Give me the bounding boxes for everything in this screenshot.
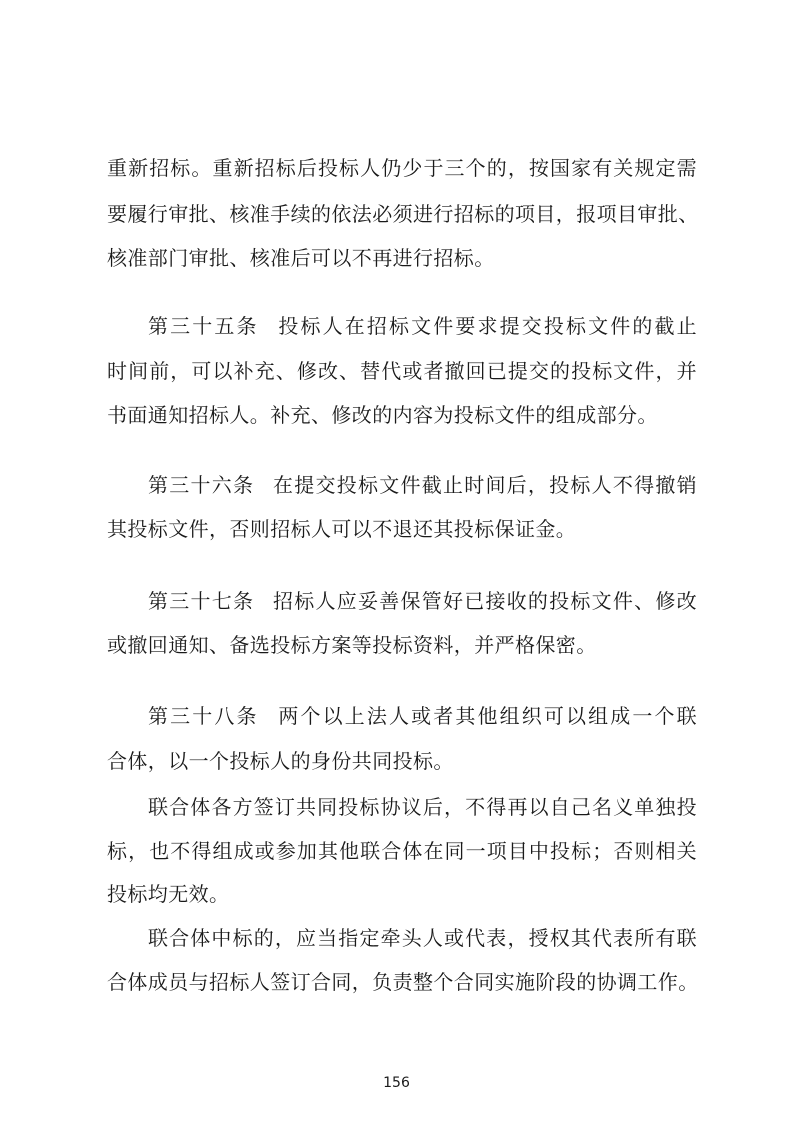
page-number: 156 [383, 1075, 410, 1091]
article-35-line-2: 时间前，可以补充、修改、替代或者撤回已提交的投标文件，并 [107, 359, 697, 383]
article-38-line-5: 投标均无效。 [107, 882, 230, 906]
article-36-number: 第三十六条 [148, 473, 255, 497]
article-35-number: 第三十五条 [148, 314, 259, 338]
article-36-line-2: 其投标文件，否则招标人可以不退还其投标保证金。 [107, 517, 577, 541]
article-37-text: 招标人应妥善保管好已接收的投标文件、修改 [272, 589, 698, 613]
article-37-line-2: 或撤回通知、备选投标方案等投标资料，并严格保密。 [107, 633, 597, 657]
article-36-text: 在提交投标文件截止时间后，投标人不得撤销 [272, 473, 698, 497]
para-continuation-line-1: 重新招标。重新招标后投标人仍少于三个的，按国家有关规定需 [107, 156, 697, 180]
article-35-text: 投标人在招标文件要求提交投标文件的截止 [276, 314, 697, 338]
article-35-line-3: 书面通知招标人。补充、修改的内容为投标文件的组成部分。 [107, 403, 658, 427]
para-continuation-line-3: 核准部门审批、核准后可以不再进行招标。 [107, 246, 495, 270]
article-38-number: 第三十八条 [148, 704, 259, 728]
para-continuation-line-2: 要履行审批、核准手续的依法必须进行招标的项目，报项目审批、 [107, 202, 699, 226]
article-38-first-line [148, 698, 697, 734]
article-35-first-line [148, 308, 697, 344]
article-38-line-6: 联合体中标的，应当指定牵头人或代表，授权其代表所有联 [148, 926, 697, 950]
article-37-number: 第三十七条 [148, 589, 255, 613]
article-38-text: 两个以上法人或者其他组织可以组成一个联 [276, 704, 697, 728]
article-38-line-3: 联合体各方签订共同投标协议后，不得再以自己名义单独投 [148, 795, 697, 819]
article-38-line-7: 合体成员与招标人签订合同，负责整个合同实施阶段的协调工作。 [107, 970, 699, 994]
article-38-line-2: 合体，以一个投标人的身份共同投标。 [107, 749, 454, 773]
article-36-first-line [148, 467, 697, 503]
article-37-first-line [148, 583, 697, 619]
article-38-line-4: 标，也不得组成或参加其他联合体在同一项目中投标；否则相关 [107, 839, 697, 863]
